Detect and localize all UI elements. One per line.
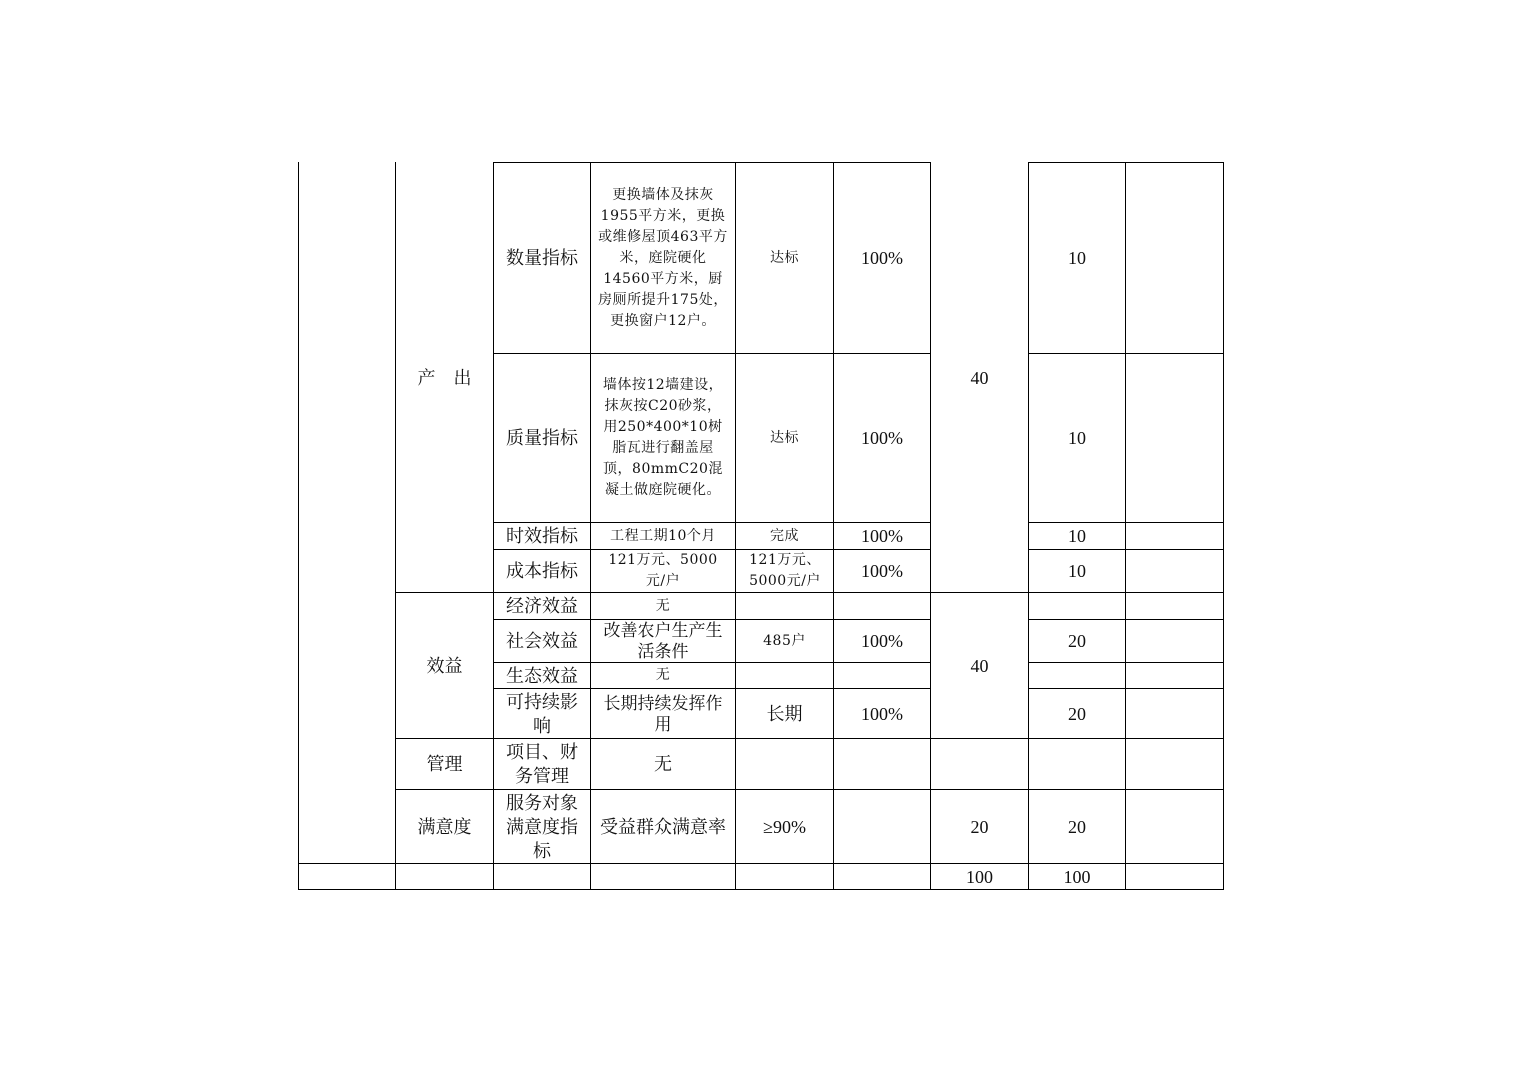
points-cost: 10: [1068, 561, 1086, 581]
indicator-management: 项目、财务管理: [506, 742, 578, 786]
indicator-timeliness: 时效指标: [506, 526, 578, 546]
rate-quality: 100%: [861, 428, 903, 448]
target-satisfaction: ≥90%: [763, 816, 806, 837]
points-social: 20: [1068, 631, 1086, 651]
content-cost: 121万元、5000元/户: [608, 552, 718, 589]
total-points: 100: [1063, 866, 1091, 887]
content-economic: 无: [655, 597, 671, 614]
rate-quantity: 100%: [861, 248, 903, 268]
target-cost: 121万元、5000元/户: [749, 552, 821, 589]
points-satisfaction: 20: [1068, 816, 1086, 837]
category-management: 管理: [426, 754, 463, 774]
total-score: 100: [966, 866, 993, 887]
points-timeliness: 10: [1068, 526, 1086, 546]
indicator-social: 社会效益: [506, 631, 578, 651]
indicator-quality: 质量指标: [506, 428, 578, 448]
category-benefit: 效益: [426, 655, 463, 676]
benefit-score: 40: [970, 655, 989, 676]
indicator-quantity: 数量指标: [506, 248, 578, 268]
rate-sustainable: 100%: [861, 703, 903, 724]
points-quality: 10: [1068, 428, 1086, 448]
indicator-ecological: 生态效益: [506, 665, 578, 686]
category-output: 产 出: [417, 367, 472, 388]
target-quality: 达标: [770, 429, 799, 446]
rate-social: 100%: [861, 631, 903, 651]
score-satisfaction: 20: [970, 816, 989, 837]
rate-timeliness: 100%: [861, 526, 903, 546]
points-quantity: 10: [1068, 248, 1086, 268]
content-timeliness: 工程工期10个月: [610, 527, 716, 544]
content-social: 改善农户生产生活条件: [603, 621, 723, 661]
target-sustainable: 长期: [766, 703, 803, 724]
indicator-economic: 经济效益: [506, 596, 578, 616]
category-satisfaction: 满意度: [417, 816, 472, 837]
output-score: 40: [970, 367, 989, 388]
content-management: 无: [654, 754, 672, 774]
target-social: 485户: [763, 632, 806, 649]
content-satisfaction: 受益群众满意率: [600, 816, 726, 837]
target-quantity: 达标: [770, 249, 799, 266]
indicator-sustainable: 可持续影响: [506, 691, 578, 736]
target-timeliness: 完成: [770, 527, 799, 544]
rate-cost: 100%: [861, 561, 903, 581]
content-quantity: 更换墙体及抹灰1955平方米，更换或维修屋顶463平方米，庭院硬化14560平方米，厨房厕所提升175处，更换窗户12户。: [598, 186, 728, 329]
indicator-satisfaction: 服务对象满意度指标: [506, 792, 578, 861]
content-quality: 墙体按12墙建设，抹灰按C20砂浆，用250*400*10树脂瓦进行翻盖屋顶，80mmC20混凝土做庭院硬化。: [602, 377, 724, 498]
content-sustainable: 长期持续发挥作用: [603, 693, 723, 734]
content-ecological: 无: [655, 667, 671, 683]
indicator-cost: 成本指标: [506, 561, 578, 581]
points-sustainable: 20: [1068, 703, 1086, 724]
